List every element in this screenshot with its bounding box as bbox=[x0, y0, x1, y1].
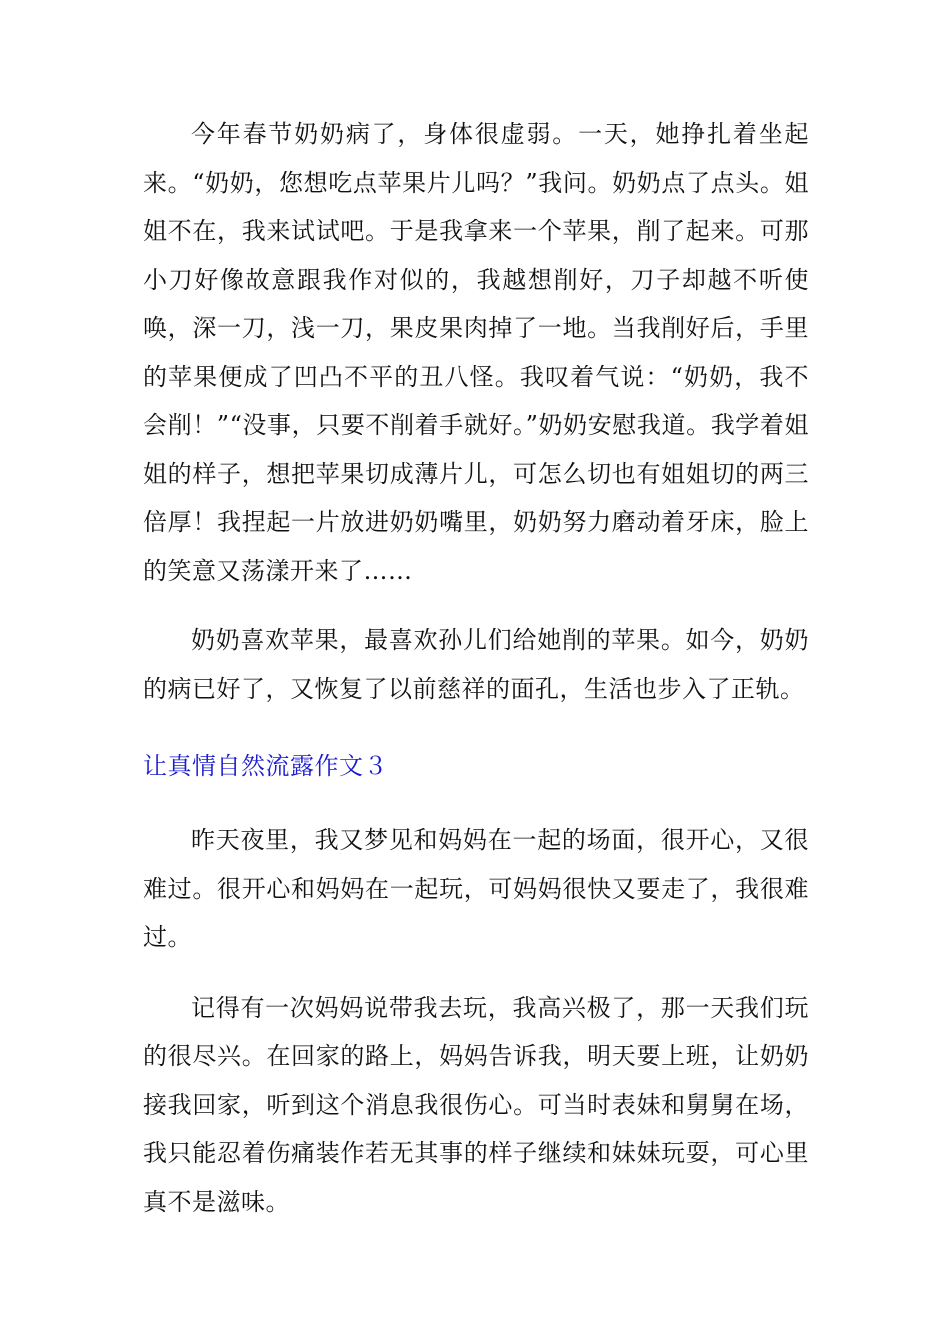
document-page bbox=[143, 110, 809, 1226]
body-paragraph: 今年春节奶奶病了，身体很虚弱。一天，她挣扎着坐起来。“奶奶，您想吃点苹果片儿吗？”我问。奶奶点了点头。姐姐不在，我来试试吧。于是我拿来一个苹果，削了起来。可那小刀好像故意跟我作对似的，我越想削好，刀子却越不听使唤，深一刀，浅一刀，果皮果肉掉了一地。当我削好后，手里的苹果便成了凹凸不平的丑八怪。我叹着气说：“奶奶，我不会削！”“没事，只要不削着手就好。”奶奶安慰我道。我学着姐姐的样子，想把苹果切成薄片儿，可怎么切也有姐姐切的两三倍厚！我捏起一片放进奶奶嘴里，奶奶努力磨动着牙床，脸上的笑意又荡漾开来了…… bbox=[143, 120, 809, 585]
body-paragraph: 记得有一次妈妈说带我去玩，我高兴极了，那一天我们玩的很尽兴。在回家的路上，妈妈告诉我，明天要上班，让奶奶接我回家，听到这个消息我很伤心。可当时表妹和舅舅在场，我只能忍着伤痛装作若无其事的样子继续和妹妹玩耍，可心里真不是滋味。 bbox=[143, 993, 809, 1216]
body-paragraph: 奶奶喜欢苹果，最喜欢孙儿们给她削的苹果。如今，奶奶的病已好了，又恢复了以前慈祥的面孔，生活也步入了正轨。 bbox=[143, 626, 809, 703]
section-heading: 让真情自然流露作文３ bbox=[143, 752, 388, 780]
body-paragraph: 昨天夜里，我又梦见和妈妈在一起的场面，很开心，又很难过。很开心和妈妈在一起玩，可妈妈很快又要走了，我很难过。 bbox=[143, 826, 809, 951]
